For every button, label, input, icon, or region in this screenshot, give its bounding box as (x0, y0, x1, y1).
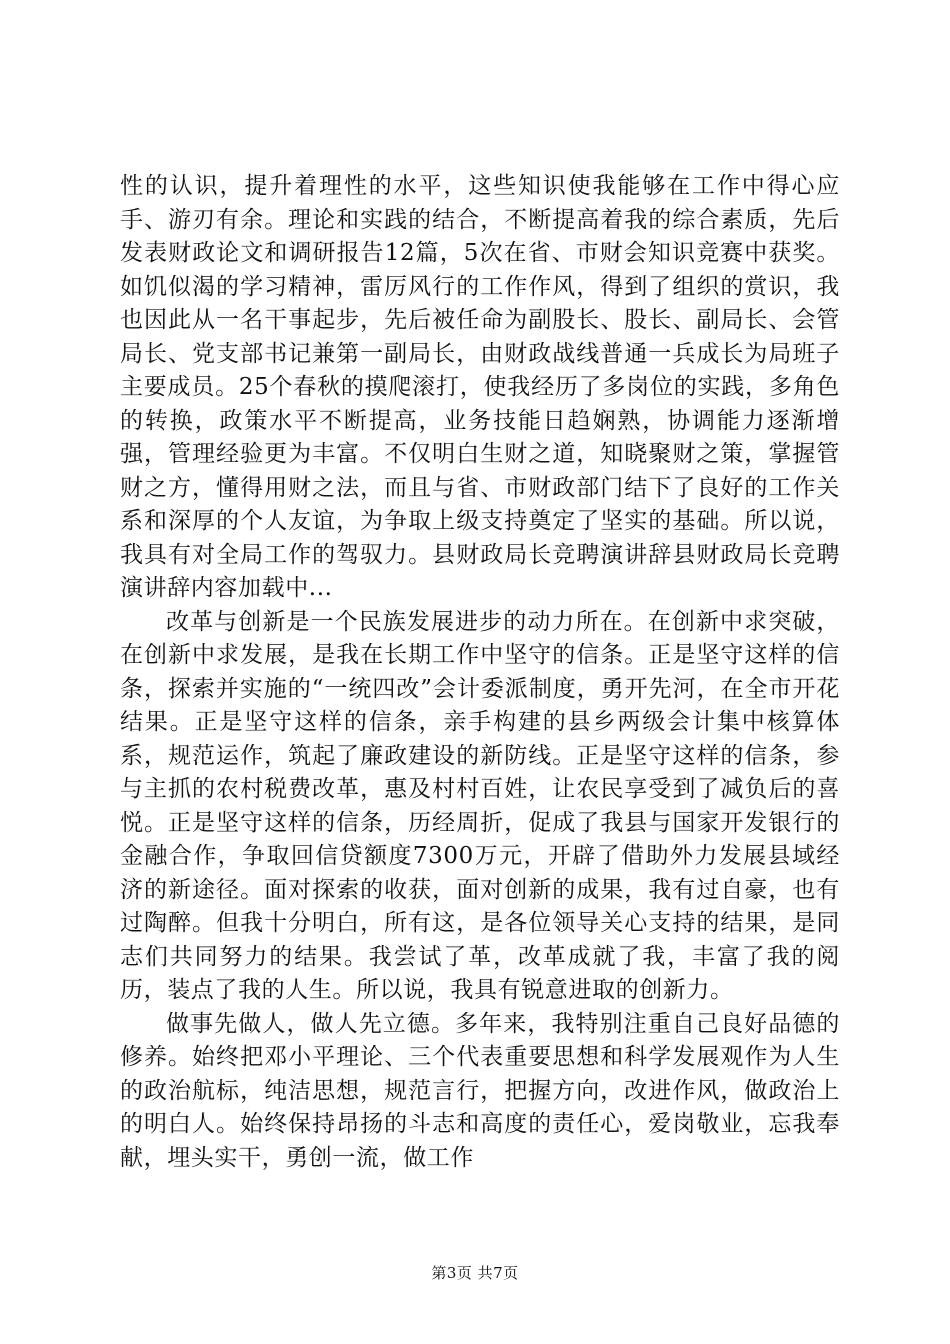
paragraph-morality: 做事先做人，做人先立德。多年来，我特别注重自己良好品德的修养。始终把邓小平理论、三个代表重要思想和科学发展观作为人生的政治航标，纯洁思想，规范言行，把握方向，改进作风，做政治上的明白人。始终保持昂扬的斗志和高度的责任心，爱岗敬业，忘我奉献，埋头实干，勇创一流，做工作 (120, 1010, 840, 1171)
page-number: 第3页 共7页 (431, 1264, 519, 1282)
paragraph-innovation: 改革与创新是一个民族发展进步的动力所在。在创新中求突破，在创新中求发展，是我在长期工作中坚守的信条。正是坚守这样的信条，探索并实施的“一统四改”会计委派制度，勇开先河，在全市开花结果。正是坚守这样的信条，亲手构建的县乡两级会计集中核算体系，规范运作，筑起了廉政建设的新防线。正是坚守这样的信条，参与主抓的农村税费改革，惠及村村百姓，让农民享受到了减负后的喜悦。正是坚守这样的信条，历经周折，促成了我县与国家开发银行的金融合作，争取回信贷额度7300万元，开辟了借助外力发展县域经济的新途径。面对探索的收获，面对创新的成果，我有过自豪，也有过陶醉。但我十分明白，所有这，是各位领导关心支持的结果，是同志们共同努力的结果。我尝试了革，改革成就了我，丰富了我的阅历，装点了我的人生。所以说，我具有锐意进取的创新力。 (120, 608, 840, 1003)
paragraph-continued: 性的认识，提升着理性的水平，这些知识使我能够在工作中得心应手、游刃有余。理论和实践的结合，不断提高着我的综合素质，先后发表财政论文和调研报告12篇，5次在省、市财会知识竞赛中获奖。如饥似渴的学习精神，雷厉风行的工作作风，得到了组织的赏识，我也因此从一名干事起步，先后被任命为副股长、股长、副局长、会管局长、党支部书记兼第一副局长，由财政战线普通一兵成长为局班子主要成员。25个春秋的摸爬滚打，使我经历了多岗位的实践，多角色的转换，政策水平不断提高，业务技能日趋娴熟，协调能力逐渐增强，管理经验更为丰富。不仅明白生财之道，知晓聚财之策，掌握管财之方，懂得用财之法，而且与省、市财政部门结下了良好的工作关系和深厚的个人友谊，为争取上级支持奠定了坚实的基础。所以说，我具有对全局工作的驾驭力。县财政局长竞聘演讲辞县财政局长竞聘演讲辞内容加载中... (120, 173, 840, 601)
document-body (120, 170, 840, 1175)
